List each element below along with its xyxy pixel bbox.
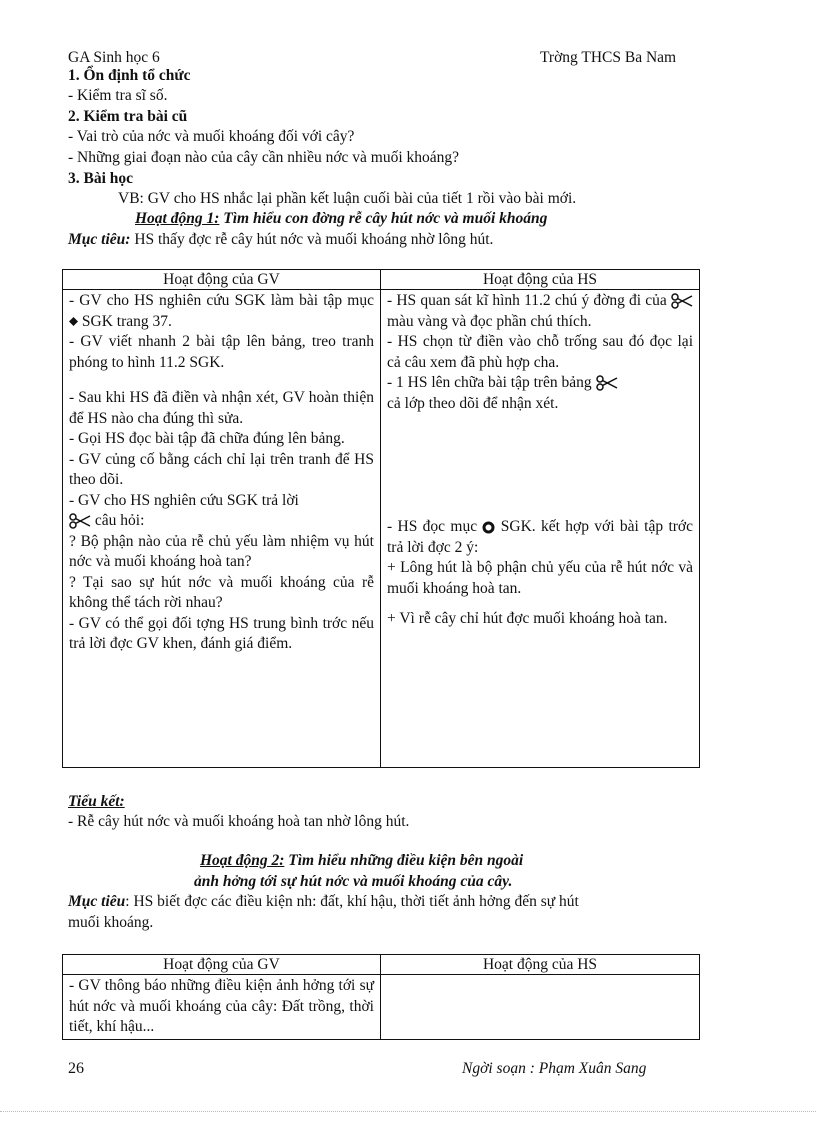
- activity2-heading-prefix: Hoạt động 2:: [200, 852, 285, 869]
- gv-step-5: - GV củng cố bằng cách chỉ lại trên tranh để HS theo dõi.: [69, 450, 374, 488]
- hs-step-4: - HS đọc mục SGK. kết hợp với bài tập trớc trả lời đợc 2 ý:: [387, 518, 694, 556]
- gv-step-1: - GV cho HS nghiên cứu SGK làm bài tập mục SGK trang 37.: [69, 292, 374, 330]
- section2-question-1: - Vai trò của nớc và muối khoáng đối với cây?: [68, 128, 355, 145]
- footer-author: Ngời soạn : Phạm Xuân Sang: [462, 1060, 647, 1077]
- section2-title: 2. Kiểm tra bài cũ: [68, 108, 188, 125]
- activity1-table: [62, 269, 700, 768]
- summary-text: - Rễ cây hút nớc và muối khoáng hoà tan nhờ lông hút.: [68, 813, 410, 830]
- summary-label: Tiểu kết:: [68, 793, 125, 810]
- header-left: GA Sinh học 6: [68, 49, 160, 66]
- gv-step-4: - Gọi HS đọc bài tập đã chữa đúng lên bảng.: [69, 430, 345, 447]
- activity1-gv-cell: [63, 290, 381, 768]
- activity1-goal-text: HS thấy đợc rễ cây hút nớc và muối khoáng nhờ lông hút.: [130, 231, 494, 248]
- activity1-goal-label: Mục tiêu:: [68, 231, 131, 248]
- activity2-table: [62, 954, 700, 1040]
- footer-page-number: 26: [68, 1060, 84, 1077]
- hs-step-3: - 1 HS lên chữa bài tập trên bảng cả lớp theo dõi để nhận xét.: [387, 373, 693, 414]
- section2-question-2: - Những giai đoạn nào của cây cần nhiều nớc và muối khoáng?: [68, 149, 460, 166]
- activity2-hs-cell: [381, 975, 700, 1040]
- gv-step-3: - Sau khi HS đã điền và nhận xét, GV hoàn thiện để HS nào cha đúng thì sửa.: [69, 389, 374, 427]
- header-right: Trờng THCS Ba Nam: [540, 49, 677, 66]
- activity1-heading-prefix: Hoạt động 1:: [135, 210, 220, 227]
- gv-step-7: - GV có thể gọi đối tợng HS trung bình trớc nếu trả lời đợc GV khen, đánh giá điểm.: [69, 614, 374, 652]
- gv-step-6: - GV cho HS nghiên cứu SGK trả lời câu hỏi:: [69, 491, 299, 529]
- activity2-col-hs: Hoạt động của HS: [381, 955, 700, 975]
- scissors-icon: [596, 375, 618, 391]
- activity2-col-gv: Hoạt động của GV: [63, 955, 381, 975]
- hs-step-1: - HS quan sát kĩ hình 11.2 chú ý đờng đi của màu vàng và đọc phần chú thích.: [387, 291, 693, 332]
- activity1-goal: [68, 230, 493, 250]
- activity2-gv-cell: - GV thông báo những điều kiện ảnh hởng tới sự hút nớc và muối khoáng của cây: Đất trồng, thời tiết, khí hậu...: [63, 975, 381, 1040]
- section1-line: - Kiểm tra sĩ số.: [68, 87, 168, 104]
- page-bottom-divider: [0, 1111, 816, 1112]
- gv-question-1: ? Bộ phận nào của rễ chủ yếu làm nhiệm vụ hút nớc và muối khoáng hoà tan?: [69, 532, 374, 570]
- activity2-goal-label: Mục tiêu: [68, 893, 126, 910]
- hs-step-2: - HS chọn từ điền vào chỗ trống sau đó đọc lại cả câu xem đã phù hợp cha.: [387, 333, 693, 371]
- hs-answer-2: + Vì rễ cây chỉ hút đợc muối khoáng hoà tan.: [387, 610, 668, 627]
- activity2-goal-line1: [68, 892, 579, 912]
- scissors-icon: [671, 293, 693, 309]
- section3-title: 3. Bài học: [68, 170, 134, 187]
- activity2-heading-line1: [200, 851, 523, 871]
- section3-intro: VB: GV cho HS nhắc lại phần kết luận cuối bài của tiết 1 rồi vào bài mới.: [118, 190, 577, 207]
- gv-question-2: ? Tại sao sự hút nớc và muối khoáng của rễ không thể tách rời nhau?: [69, 573, 374, 611]
- activity1-heading: [135, 209, 547, 229]
- hs-answer-1: + Lông hút là bộ phận chủ yếu của rễ hút nớc và muối khoáng hoà tan.: [387, 559, 693, 597]
- activity2-goal-line2: muối khoáng.: [68, 914, 154, 931]
- gv-step-2: - GV viết nhanh 2 bài tập lên bảng, treo tranh phóng to hình 11.2 SGK.: [69, 333, 374, 371]
- activity2-heading-text: Tìm hiểu những điều kiện bên ngoài: [284, 852, 524, 869]
- activity1-heading-text: Tìm hiểu con đờng rễ cây hút nớc và muối khoáng: [219, 210, 548, 227]
- activity1-col-gv: Hoạt động của GV: [63, 270, 381, 290]
- diamond-bullet-icon: [69, 317, 78, 326]
- circle-bullet-icon: [482, 521, 495, 534]
- section1-title: 1. Ổn định tổ chức: [68, 67, 191, 84]
- activity1-hs-cell: [381, 290, 700, 768]
- activity1-col-hs: Hoạt động của HS: [381, 270, 700, 290]
- activity2-heading-line2: ảnh hởng tới sự hút nớc và muối khoáng của cây.: [194, 873, 513, 890]
- activity2-goal-text: : HS biết đợc các điều kiện nh: đất, khí hậu, thời tiết ảnh hởng đến sự hút: [125, 893, 579, 910]
- scissors-icon: [69, 513, 91, 529]
